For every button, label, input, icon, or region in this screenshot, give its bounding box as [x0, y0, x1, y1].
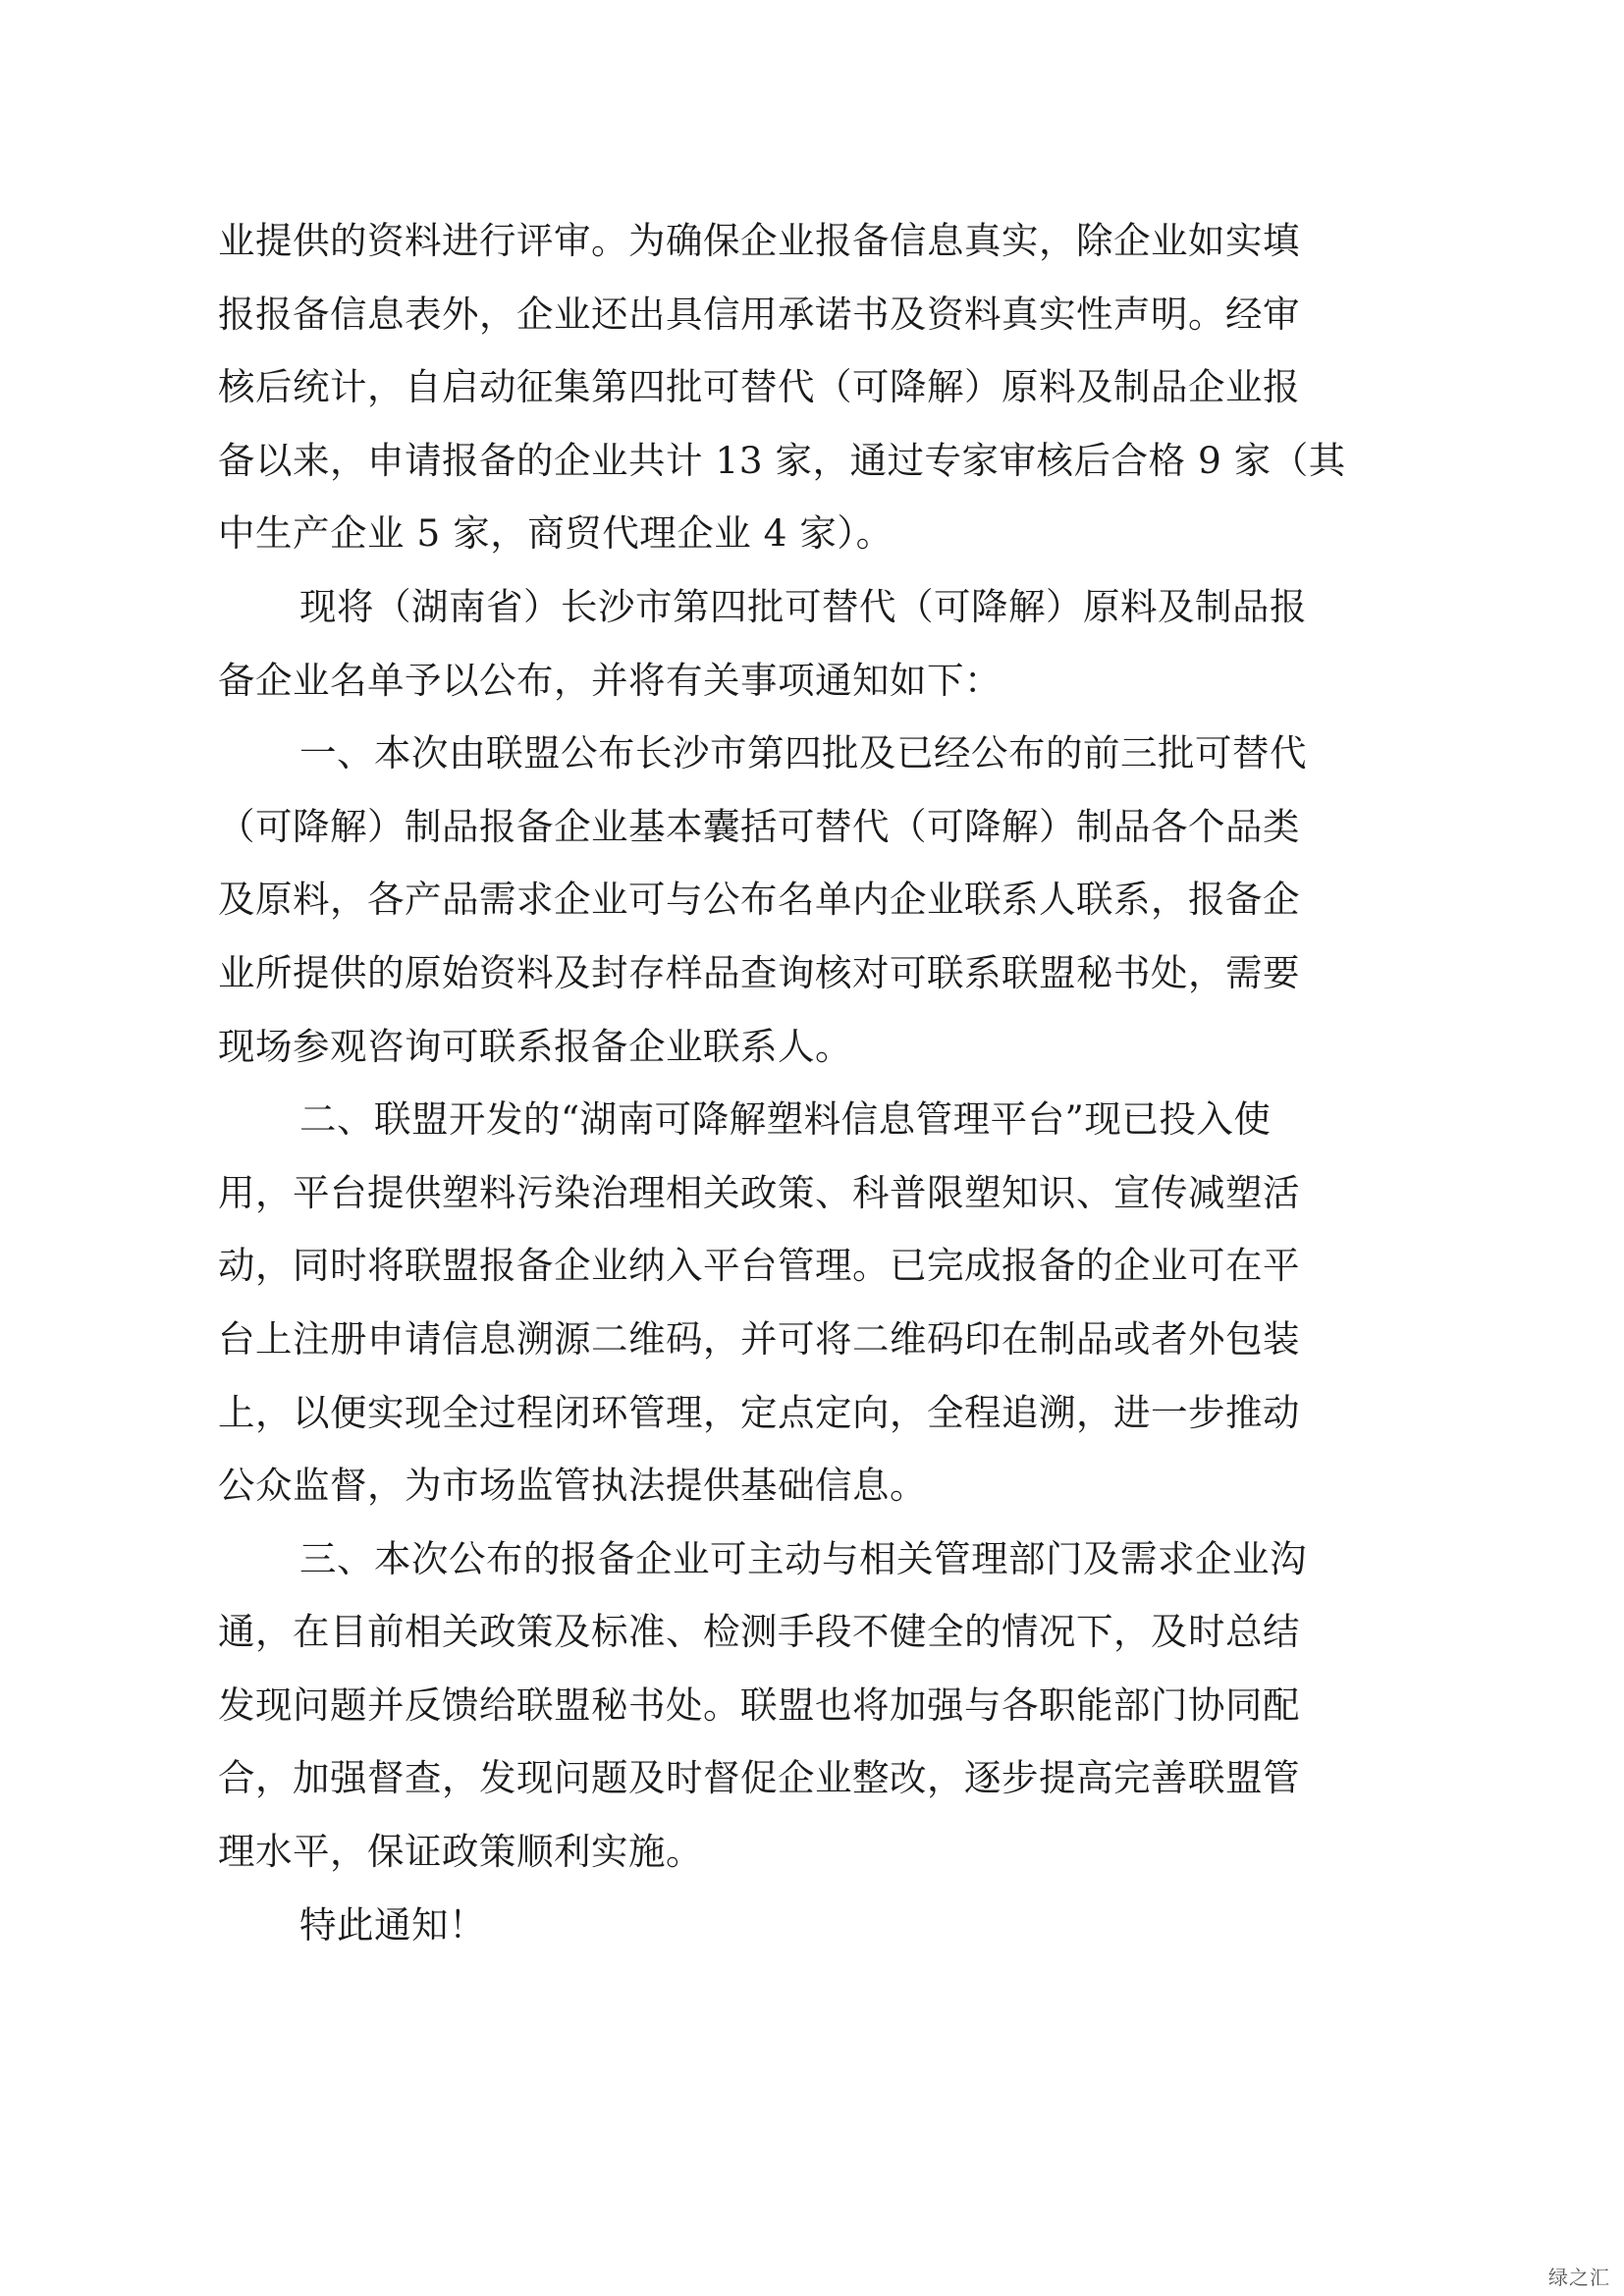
text-line: 特此通知！ — [299, 1902, 486, 1947]
text-line: 用，平台提供塑料污染治理相关政策、科普限塑知识、宣传减塑活 — [218, 1170, 1300, 1214]
text-line: 合，加强督查，发现问题及时督促企业整改，逐步提高完善联盟管 — [218, 1756, 1300, 1800]
text-line: 通，在目前相关政策及标准、检测手段不健全的情况下，及时总结 — [218, 1610, 1300, 1654]
text-line: 上，以便实现全过程闭环管理，定点定向，全程追溯，进一步推动 — [218, 1390, 1300, 1434]
text-line: 业提供的资料进行评审。为确保企业报备信息真实，除企业如实填 — [218, 219, 1300, 262]
text-line: 核后统计，自启动征集第四批可替代（可降解）原料及制品企业报 — [218, 365, 1300, 409]
text-line: 备企业名单予以公布，并将有关事项通知如下： — [218, 658, 1001, 702]
text-line: 三、本次公布的报备企业可主动与相关管理部门及需求企业沟 — [299, 1536, 1307, 1580]
text-line: 动，同时将联盟报备企业纳入平台管理。已完成报备的企业可在平 — [218, 1244, 1300, 1288]
text-line: 台上注册申请信息溯源二维码，并可将二维码印在制品或者外包装 — [218, 1316, 1300, 1361]
text-line: 公众监督，为市场监管执法提供基础信息。 — [218, 1464, 927, 1508]
text-line: 二、联盟开发的“湖南可降解塑料信息管理平台”现已投入使 — [299, 1097, 1272, 1142]
text-line: 报报备信息表外，企业还出具信用承诺书及资料真实性声明。经审 — [218, 292, 1300, 336]
text-line: （可降解）制品报备企业基本囊括可替代（可降解）制品各个品类 — [218, 804, 1300, 848]
watermark-logo: 绿之汇 — [1548, 2266, 1610, 2289]
text-line: 理水平，保证政策顺利实施。 — [218, 1830, 703, 1874]
text-line: 中生产企业 5 家，商贸代理企业 4 家）。 — [218, 511, 893, 556]
text-line: 业所提供的原始资料及封存样品查询核对可联系联盟秘书处，需要 — [218, 950, 1300, 994]
text-line: 现场参观咨询可联系报备企业联系人。 — [218, 1024, 852, 1068]
text-line: 发现问题并反馈给联盟秘书处。联盟也将加强与各职能部门协同配 — [218, 1682, 1300, 1727]
text-line: 及原料，各产品需求企业可与公布名单内企业联系人联系，报备企 — [218, 878, 1300, 922]
text-line: 一、本次由联盟公布长沙市第四批及已经公布的前三批可替代 — [299, 731, 1307, 775]
text-line: 现将（湖南省）长沙市第四批可替代（可降解）原料及制品报 — [299, 584, 1307, 628]
text-line: 备以来，申请报备的企业共计 13 家，通过专家审核后合格 9 家（其 — [218, 438, 1346, 482]
document-body — [218, 204, 1411, 1961]
